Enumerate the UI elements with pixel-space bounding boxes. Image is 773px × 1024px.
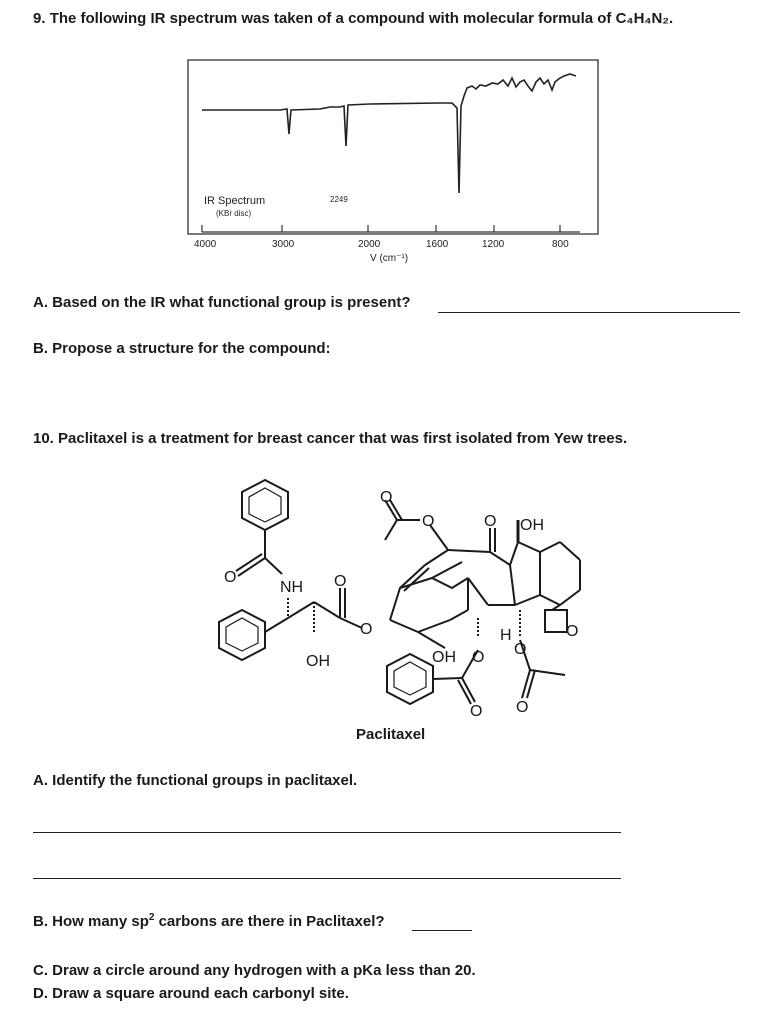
atom-h: H <box>500 627 512 644</box>
tick-label: 1200 <box>482 239 505 250</box>
oxetane-ring <box>545 610 567 632</box>
question-9b-text: B. Propose a structure for the compound: <box>33 340 331 357</box>
atom-oh: OH <box>520 517 544 534</box>
question-9a <box>33 294 411 311</box>
atom-nh: NH <box>280 579 304 596</box>
tick-label: 1600 <box>426 239 449 250</box>
question-10b-sup: 2 <box>148 912 155 923</box>
spectrum-trace <box>202 74 576 193</box>
answer-line-10a-1[interactable] <box>33 832 621 833</box>
question-10b-suffix: carbons are there in Paclitaxel? <box>158 913 385 930</box>
question-9-header <box>33 10 753 27</box>
question-10-header <box>33 430 753 447</box>
question-10c-text: C. Draw a circle around any hydrogen with a pKa less than 20. <box>33 962 476 979</box>
peak-label: 2249 <box>330 195 348 204</box>
question-10a-text: A. Identify the functional groups in paclitaxel. <box>33 772 358 789</box>
spectrum-frame <box>188 60 598 234</box>
answer-line-10b[interactable] <box>412 930 472 931</box>
atom-o: O <box>516 699 529 716</box>
atom-o: O <box>380 489 393 506</box>
atom-o: O <box>484 513 497 530</box>
atom-oh: OH <box>432 649 456 666</box>
question-10b <box>33 912 385 930</box>
answer-line-10a-2[interactable] <box>33 878 621 879</box>
question-10c <box>33 962 476 979</box>
ir-spectrum-figure <box>180 58 610 273</box>
axis-label: V (cm⁻¹) <box>370 253 409 264</box>
question-10d <box>33 985 349 1002</box>
spectrum-subtitle: (KBr disc) <box>216 209 252 218</box>
atom-o: O <box>514 641 527 658</box>
question-9a-text: A. Based on the IR what functional group is present? <box>33 294 411 311</box>
question-9-text: The following IR spectrum was taken of a compound with molecular formula of <box>49 10 612 27</box>
question-10d-text: D. Draw a square around each carbonyl site. <box>33 985 349 1002</box>
tick-label: 2000 <box>358 239 381 250</box>
paclitaxel-structure <box>200 470 600 720</box>
answer-line-9a[interactable] <box>438 312 740 313</box>
atom-o: O <box>360 621 373 638</box>
molecular-formula: C₄H₄N₂. <box>615 10 674 27</box>
question-9b <box>33 340 331 357</box>
atom-o: O <box>470 703 483 720</box>
tick-label: 800 <box>552 239 569 250</box>
atom-o: O <box>472 649 485 666</box>
atom-o: O <box>334 573 347 590</box>
question-10a <box>33 772 357 789</box>
spectrum-title: IR Spectrum <box>204 195 266 207</box>
question-10-text: 10. Paclitaxel is a treatment for breast cancer that was first isolated from Yew trees. <box>33 430 628 447</box>
tick-label: 4000 <box>194 239 217 250</box>
molecule-caption: Paclitaxel <box>356 726 426 743</box>
atom-o: O <box>566 623 579 640</box>
question-9-number: 9. <box>33 10 46 27</box>
atom-o: O <box>422 513 435 530</box>
question-10b-prefix: B. How many sp <box>33 913 149 930</box>
atom-oh: OH <box>306 653 330 670</box>
axis-ticks <box>202 225 560 232</box>
atom-o: O <box>224 569 237 586</box>
tick-label: 3000 <box>272 239 295 250</box>
